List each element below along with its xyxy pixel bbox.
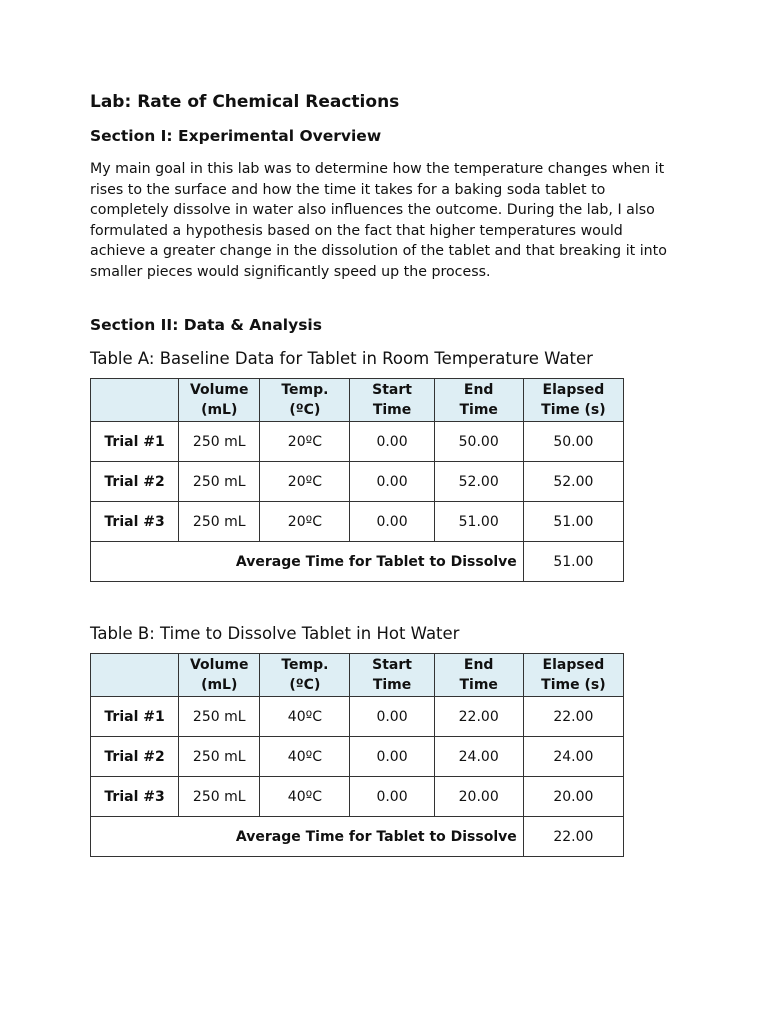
volume-cell: 250 mL (179, 422, 260, 462)
section-2-heading: Section II: Data & Analysis (90, 316, 322, 334)
header-elapsed-time (523, 379, 623, 422)
header-start-time (350, 654, 434, 697)
trial-label: Trial #3 (91, 777, 179, 817)
volume-cell: 250 mL (179, 462, 260, 502)
table-row (91, 737, 624, 777)
header-temp (260, 654, 350, 697)
start-time-cell: 0.00 (350, 737, 434, 777)
header-end-line2: Time (459, 402, 498, 418)
header-start-line1: Start (372, 657, 412, 673)
start-time-cell: 0.00 (350, 502, 434, 542)
header-start-time (350, 379, 434, 422)
header-temp-line2: (ºC) (289, 402, 321, 418)
header-volume-line2: (mL) (201, 402, 238, 418)
table-header-row (91, 379, 624, 422)
table-b-caption: Table B: Time to Dissolve Tablet in Hot Water (90, 624, 460, 643)
average-label: Average Time for Tablet to Dissolve (91, 817, 524, 857)
trial-label: Trial #2 (91, 737, 179, 777)
temp-cell: 40ºC (260, 777, 350, 817)
table-a-caption: Table A: Baseline Data for Tablet in Room Temperature Water (90, 349, 593, 368)
trial-label: Trial #1 (91, 422, 179, 462)
volume-cell: 250 mL (179, 697, 260, 737)
table-row (91, 462, 624, 502)
header-temp-line2: (ºC) (289, 677, 321, 693)
table-row (91, 502, 624, 542)
header-start-line2: Time (372, 677, 412, 693)
elapsed-time-cell: 50.00 (523, 422, 623, 462)
header-temp (260, 379, 350, 422)
temp-cell: 40ºC (260, 697, 350, 737)
header-elapsed-line2: Time (s) (541, 677, 606, 693)
elapsed-time-cell: 52.00 (523, 462, 623, 502)
overview-paragraph: My main goal in this lab was to determine how the temperature changes when it rises to the surface and how the time it takes for a baking soda tablet to completely dissolve in water also influences the outcome. During the lab, I also formulated a hypothesis based on the fact that higher temperatures would achieve a greater change in the dissolution of the tablet and that breaking it into smaller pieces would significantly speed up the process. (90, 161, 667, 280)
end-time-cell: 24.00 (434, 737, 523, 777)
average-row (91, 542, 624, 582)
elapsed-time-cell: 24.00 (523, 737, 623, 777)
header-end-time (434, 379, 523, 422)
start-time-cell: 0.00 (350, 697, 434, 737)
table-row (91, 697, 624, 737)
header-end-line2: Time (459, 677, 498, 693)
header-blank-cell (91, 379, 179, 422)
table-row (91, 422, 624, 462)
volume-cell: 250 mL (179, 737, 260, 777)
header-start-line1: Start (372, 382, 412, 398)
header-end-time (434, 654, 523, 697)
end-time-cell: 52.00 (434, 462, 523, 502)
header-volume (179, 654, 260, 697)
volume-cell: 250 mL (179, 777, 260, 817)
temp-cell: 40ºC (260, 737, 350, 777)
trial-label: Trial #1 (91, 697, 179, 737)
header-blank-cell (91, 654, 179, 697)
end-time-cell: 50.00 (434, 422, 523, 462)
elapsed-time-cell: 51.00 (523, 502, 623, 542)
table-b (90, 653, 624, 857)
volume-cell: 250 mL (179, 502, 260, 542)
document-title: Lab: Rate of Chemical Reactions (90, 92, 400, 112)
header-elapsed-time (523, 654, 623, 697)
header-elapsed-line1: Elapsed (542, 382, 605, 398)
section-1-heading: Section I: Experimental Overview (90, 127, 382, 145)
end-time-cell: 22.00 (434, 697, 523, 737)
average-value: 22.00 (523, 817, 623, 857)
average-value: 51.00 (523, 542, 623, 582)
table-row (91, 777, 624, 817)
start-time-cell: 0.00 (350, 777, 434, 817)
header-temp-line1: Temp. (281, 382, 329, 398)
temp-cell: 20ºC (260, 422, 350, 462)
trial-label: Trial #3 (91, 502, 179, 542)
header-start-line2: Time (372, 402, 412, 418)
header-volume-line1: Volume (189, 382, 249, 398)
header-elapsed-line1: Elapsed (542, 657, 605, 673)
elapsed-time-cell: 20.00 (523, 777, 623, 817)
header-volume-line2: (mL) (201, 677, 238, 693)
header-end-line1: End (463, 657, 494, 673)
table-header-row (91, 654, 624, 697)
end-time-cell: 51.00 (434, 502, 523, 542)
temp-cell: 20ºC (260, 502, 350, 542)
elapsed-time-cell: 22.00 (523, 697, 623, 737)
start-time-cell: 0.00 (350, 462, 434, 502)
header-temp-line1: Temp. (281, 657, 329, 673)
header-volume-line1: Volume (189, 657, 249, 673)
temp-cell: 20ºC (260, 462, 350, 502)
start-time-cell: 0.00 (350, 422, 434, 462)
header-end-line1: End (463, 382, 494, 398)
average-label: Average Time for Tablet to Dissolve (91, 542, 524, 582)
header-volume (179, 379, 260, 422)
header-elapsed-line2: Time (s) (541, 402, 606, 418)
average-row (91, 817, 624, 857)
end-time-cell: 20.00 (434, 777, 523, 817)
table-a (90, 378, 624, 582)
trial-label: Trial #2 (91, 462, 179, 502)
